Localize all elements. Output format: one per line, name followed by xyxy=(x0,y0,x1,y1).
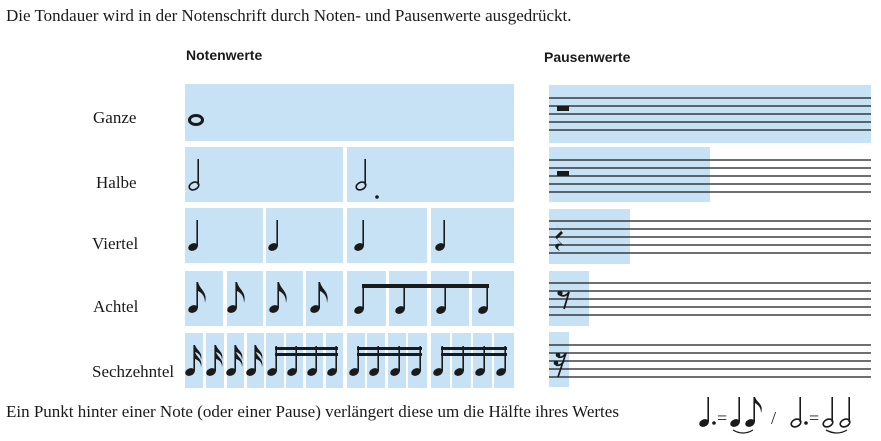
row-label-viertel: Viertel xyxy=(92,234,139,253)
row-label-sechzehntel: Sechzehntel xyxy=(92,362,175,381)
separator-slash: / xyxy=(771,408,777,428)
dot-rule-formula xyxy=(695,389,875,439)
tied-quarter-eighth-icon xyxy=(729,397,762,433)
achtel-cells xyxy=(185,271,514,326)
rests-heading: Pausenwerte xyxy=(544,49,631,65)
notes-heading: Notenwerte xyxy=(186,47,263,63)
whole-rest-icon xyxy=(557,106,569,111)
row-label-halbe: Halbe xyxy=(96,173,137,192)
equals-sign: = xyxy=(809,408,820,428)
viertel-cells xyxy=(185,208,514,263)
note-values-grid xyxy=(180,82,520,392)
rest-fill-halbe xyxy=(549,147,710,202)
sechzehntel-cells xyxy=(184,333,514,388)
halbe-cells xyxy=(185,147,514,202)
row-label-achtel: Achtel xyxy=(93,297,139,316)
footer-text: Ein Punkt hinter einer Note (oder einer Pause) verlängert diese um die Hälfte ihres Wertes xyxy=(6,402,619,421)
staff-achtel xyxy=(549,283,871,315)
ganze-cell xyxy=(185,84,514,141)
intro-text: Die Tondauer wird in der Notenschrift durch Noten- und Pausenwerte ausgedrückt. xyxy=(6,6,572,25)
dotted-quarter-note-icon xyxy=(698,397,716,428)
half-rest-icon xyxy=(557,171,569,176)
row-label-ganze: Ganze xyxy=(93,108,137,127)
rest-values-grid xyxy=(540,80,880,390)
dotted-half-note-icon xyxy=(790,397,808,428)
tied-half-quarter-icon xyxy=(822,397,851,433)
staff-sechzehntel xyxy=(549,345,871,377)
equals-sign: = xyxy=(717,408,728,428)
rest-fill-sechzehntel xyxy=(549,332,569,387)
